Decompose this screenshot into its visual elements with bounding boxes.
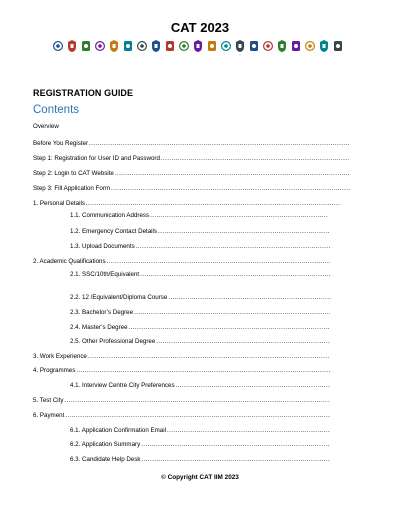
toc-dot-leader [88, 353, 330, 361]
contents-heading: Contents [33, 104, 80, 116]
toc-entry[interactable] [33, 140, 350, 148]
toc-dot-leader [76, 367, 330, 375]
toc-entry-label: 2. Academic Qualifications [33, 258, 106, 265]
toc-entry-label: 2.5. Other Professional Degree [70, 338, 156, 345]
toc-dot-leader [86, 200, 340, 208]
toc-dot-leader [141, 441, 330, 449]
toc-entry[interactable] [33, 397, 330, 405]
toc-entry-label: Step 3: Fill Application Form [33, 185, 111, 192]
toc-dot-leader [156, 338, 330, 346]
toc-dot-leader [167, 427, 330, 435]
toc-dot-leader [140, 271, 330, 279]
toc-entry-label: 2.3. Bachelor’s Degree [70, 309, 134, 316]
toc-entry[interactable] [70, 212, 328, 220]
toc-entry[interactable] [33, 170, 350, 178]
toc-entry[interactable] [70, 427, 330, 435]
toc-dot-leader [111, 185, 350, 193]
toc-entry-label: 4.1. Interview Centre City Preferences [70, 382, 175, 389]
toc-entry-label: 6. Payment [33, 412, 65, 419]
toc-entry-label: 6.2. Application Summary [70, 441, 141, 448]
toc-entry[interactable] [70, 271, 330, 279]
toc-dot-leader [142, 456, 330, 464]
toc-dot-leader [158, 228, 330, 236]
guide-heading: REGISTRATION GUIDE [33, 88, 134, 98]
toc-entry[interactable] [33, 123, 233, 131]
toc-entry[interactable] [70, 456, 330, 464]
toc-dot-leader [136, 243, 330, 251]
toc-entry-label: 1.2. Emergency Contact Details [70, 228, 158, 235]
toc-entry[interactable] [33, 367, 330, 375]
toc-dot-leader [65, 412, 330, 420]
toc-entry-label: 3. Work Experience [33, 353, 87, 360]
toc-entry-label: 4. Programmes [33, 367, 76, 374]
toc-dot-leader [65, 397, 331, 405]
toc-entry-label: Step 1: Registration for User ID and Password [33, 155, 160, 162]
toc-dot-leader [161, 155, 350, 163]
toc-entry-label: 5. Test City [33, 397, 64, 404]
toc-entry[interactable] [70, 338, 330, 346]
toc-entry[interactable] [33, 412, 330, 420]
toc-entry[interactable] [70, 228, 330, 236]
toc-entry[interactable] [33, 155, 350, 163]
toc-entry-label: Overview [33, 123, 59, 130]
toc-dot-leader [129, 324, 330, 332]
toc-entry[interactable] [33, 258, 330, 266]
toc-dot-leader [168, 294, 332, 302]
toc-entry-label: 6.1. Application Confirmation Email [70, 427, 166, 434]
toc-dot-leader [176, 382, 330, 390]
toc-entry-label: 6.3. Candidate Help Desk [70, 456, 141, 463]
toc-dot-leader [107, 258, 330, 266]
toc-entry-label: 2.1. SSC/10th/Equivalent [70, 271, 140, 278]
toc-entry[interactable] [70, 309, 330, 317]
toc-entry-label: Before You Register [33, 140, 89, 147]
toc-entry-label: 1.1. Communication Address [70, 212, 150, 219]
toc-entry[interactable] [33, 185, 350, 193]
toc-entry-label: Step 2: Login to CAT Website [33, 170, 114, 177]
toc-entry-label: 1. Personal Details [33, 200, 85, 207]
toc-entry[interactable] [70, 324, 330, 332]
toc-dot-leader [150, 212, 328, 220]
toc-entry[interactable] [33, 200, 340, 208]
toc-entry[interactable] [70, 243, 330, 251]
page-title: CAT 2023 [170, 20, 230, 35]
toc-entry-label: 2.4. Master’s Degree [70, 324, 128, 331]
toc-entry[interactable] [70, 441, 330, 449]
toc-entry[interactable] [33, 353, 330, 361]
toc-dot-leader [89, 140, 350, 148]
toc-entry-label: 2.2. 12 /Equivalent/Diploma Course [70, 294, 168, 301]
toc-dot-leader [115, 170, 350, 178]
toc-entry[interactable] [70, 294, 332, 302]
toc-entry-label: 1.3. Upload Documents [70, 243, 135, 250]
copyright-footer: © Copyright CAT IIM 2023 [161, 474, 239, 481]
toc-dot-leader [134, 309, 330, 317]
toc-entry[interactable] [70, 382, 330, 390]
